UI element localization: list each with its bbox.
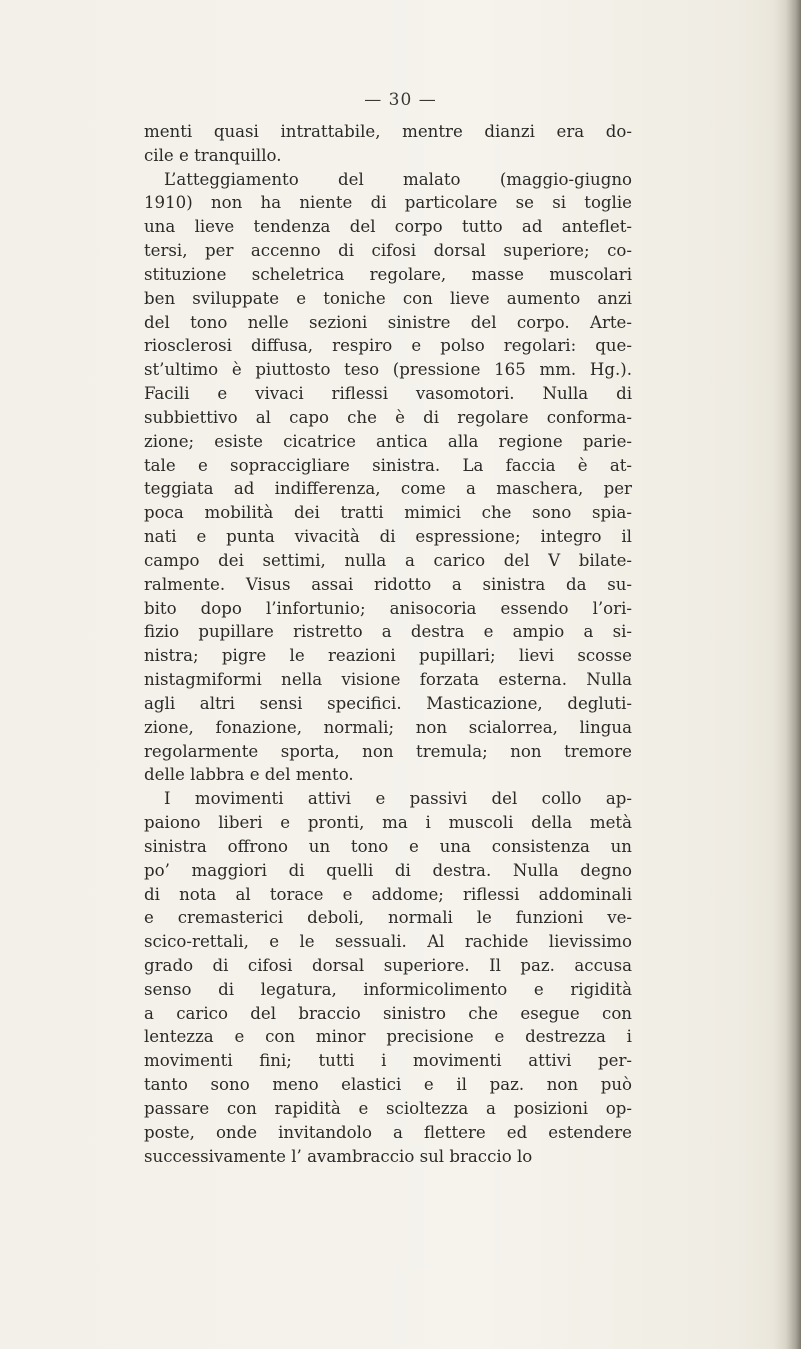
text-line: senso di legatura, informicolimento e rigidità (144, 979, 632, 999)
text-line: bito dopo l’infortunio; anisocoria essendo l’ori- (144, 598, 632, 618)
text-line: successivamente l’ avambraccio sul braccio lo (144, 1146, 533, 1166)
text-line: teggiata ad indifferenza, come a maschera, per (144, 479, 632, 499)
text-line: agli altri sensi specifici. Masticazione, degluti- (144, 693, 632, 713)
text-line: sinistra offrono un tono e una consistenza un (144, 836, 632, 856)
text-line: e cremasterici deboli, normali le funzioni ve- (144, 908, 632, 928)
text-line: tale e sopraccigliare sinistra. La faccia è at- (144, 455, 632, 475)
text-line: grado di cifosi dorsal superiore. Il paz. accusa (144, 955, 632, 975)
text-line: passare con rapidità e scioltezza a posizioni op- (144, 1098, 632, 1118)
text-line: lentezza e con minor precisione e destrezza i (144, 1027, 632, 1047)
text-line: po’ maggiori di quelli di destra. Nulla degno (144, 860, 632, 880)
body-text (144, 120, 632, 1168)
text-line: ralmente. Visus assai ridotto a sinistra da su- (144, 574, 632, 594)
text-line: scico-rettali, e le sessuali. Al rachide lievissimo (144, 932, 632, 952)
text-line: L’atteggiamento del malato (maggio-giugno (164, 169, 632, 189)
text-line: ben sviluppate e toniche con lieve aumento anzi (144, 288, 632, 308)
text-line: menti quasi intrattabile, mentre dianzi era do- (144, 122, 632, 141)
text-line: movimenti fini; tutti i movimenti attivi per- (144, 1051, 632, 1071)
text-line: riosclerosi diffusa, respiro e polso regolari: que- (144, 336, 632, 356)
text-line: di nota al torace e addome; riflessi addominali (144, 884, 632, 904)
text-line: poca mobilità dei tratti mimici che sono spia- (144, 503, 632, 523)
text-line: nistagmiformi nella visione forzata esterna. Nulla (144, 670, 632, 690)
text-line: una lieve tendenza del corpo tutto ad anteflet- (144, 217, 632, 237)
text-line: delle labbra e del mento. (144, 765, 354, 785)
text-line: nistra; pigre le reazioni pupillari; lievi scosse (144, 646, 632, 666)
page-edge-shadow (773, 0, 801, 1349)
text-line: fizio pupillare ristretto a destra e ampio a si- (144, 622, 632, 642)
text-line: subbiettivo al capo che è di regolare conforma- (144, 407, 632, 427)
text-line: poste, onde invitandolo a flettere ed estendere (144, 1122, 632, 1142)
text-line: nati e punta vivacità di espressione; integro il (144, 527, 632, 547)
text-line: a carico del braccio sinistro che esegue con (144, 1003, 632, 1023)
text-line: regolarmente sporta, non tremula; non tremore (144, 741, 632, 761)
text-line: cile e tranquillo. (144, 145, 282, 165)
text-line: I movimenti attivi e passivi del collo ap- (164, 789, 632, 809)
text-line: campo dei settimi, nulla a carico del V bilate- (144, 550, 632, 570)
text-line: tersi, per accenno di cifosi dorsal superiore; co- (144, 241, 632, 261)
text-line: Facili e vivaci riflessi vasomotori. Nulla di (144, 384, 632, 404)
text-line: st’ultimo è piuttosto teso (pressione 165 mm. Hg.). (144, 360, 632, 380)
text-line: 1910) non ha niente di particolare se si toglie (144, 193, 632, 213)
text-line: paiono liberi e pronti, ma i muscoli della metà (144, 813, 632, 833)
text-line: tanto sono meno elastici e il paz. non può (144, 1075, 632, 1095)
text-line: zione; esiste cicatrice antica alla regione parie- (144, 431, 632, 451)
text-line: stituzione scheletrica regolare, masse muscolari (144, 264, 632, 284)
page-number: — 30 — (364, 90, 437, 110)
text-line: zione, fonazione, normali; non scialorrea, lingua (144, 717, 632, 737)
text-line: del tono nelle sezioni sinistre del corpo. Arte- (144, 312, 632, 332)
